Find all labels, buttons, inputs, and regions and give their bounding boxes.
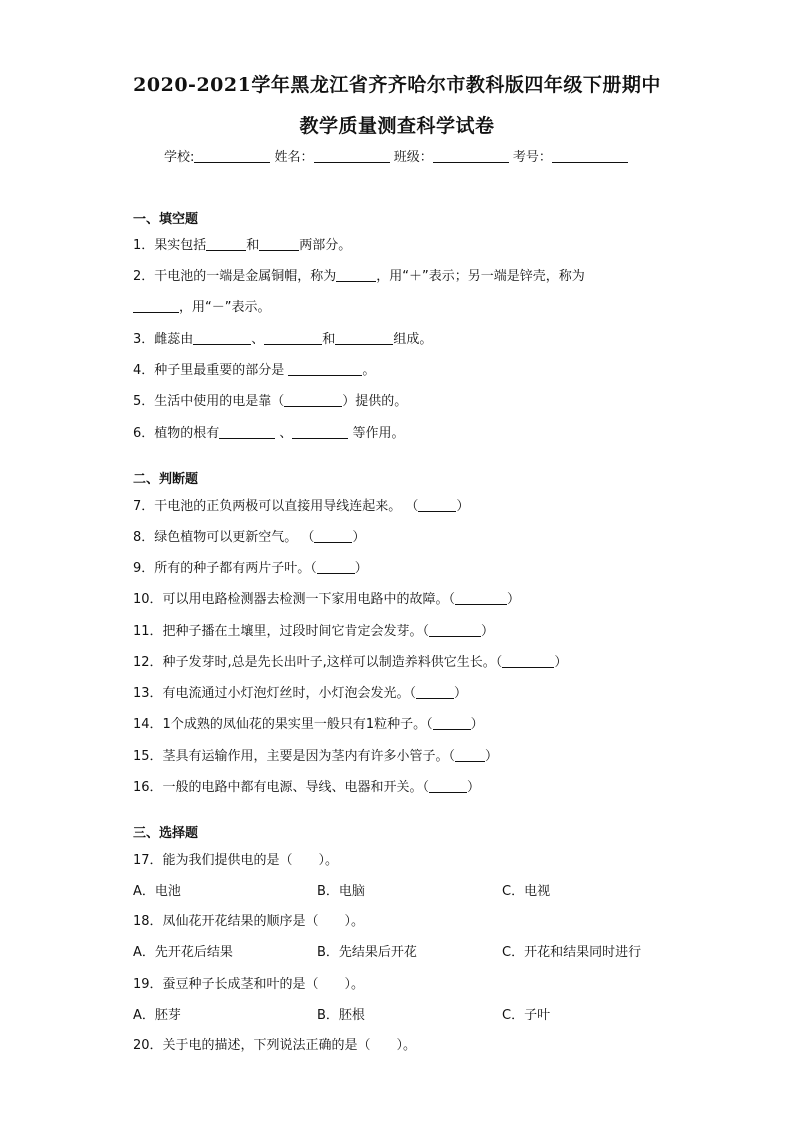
option-19b: B．胚根 bbox=[317, 1008, 365, 1023]
class-blank bbox=[433, 150, 509, 163]
bracket-close: ） bbox=[554, 655, 568, 670]
question-2 bbox=[133, 265, 585, 284]
option-17c: C．电视 bbox=[502, 884, 551, 899]
question-text: 两部分。 bbox=[299, 238, 352, 253]
question-8 bbox=[133, 526, 365, 545]
answer-blank bbox=[336, 269, 376, 282]
question-text: 和 bbox=[246, 238, 260, 253]
question-1 bbox=[133, 234, 351, 253]
question-9 bbox=[133, 557, 368, 576]
option-18c: C．开花和结果同时进行 bbox=[502, 945, 642, 960]
question-17: 17．能为我们提供电的是（ ）。 bbox=[133, 853, 339, 868]
question-text: 16．一般的电路中都有电源、导线、电器和开关。（ bbox=[133, 780, 430, 795]
section-heading-fill: 一、填空题 bbox=[133, 212, 199, 227]
answer-blank bbox=[433, 717, 471, 730]
question-text: 组成。 bbox=[393, 332, 433, 347]
exam-title-line2: 教学质量测查科学试卷 bbox=[299, 115, 495, 137]
question-text: 。 bbox=[362, 363, 376, 378]
answer-blank bbox=[455, 749, 485, 762]
question-text: 10．可以用电路检测器去检测一下家用电路中的故障。（ bbox=[133, 592, 456, 607]
bracket-close: ） bbox=[481, 624, 495, 639]
answer-blank bbox=[502, 655, 554, 668]
question-3 bbox=[133, 328, 432, 347]
bracket-close: ） bbox=[507, 592, 521, 607]
bracket-close: ） bbox=[470, 717, 484, 732]
school-label: 学校: bbox=[164, 150, 195, 165]
question-15 bbox=[133, 745, 498, 764]
answer-blank bbox=[193, 332, 251, 345]
option-19c: C．子叶 bbox=[502, 1008, 551, 1023]
question-6 bbox=[133, 422, 405, 441]
exam-title-line1: 2020-2021学年黑龙江省齐齐哈尔市教科版四年级下册期中 bbox=[133, 74, 661, 96]
question-text: 2．干电池的一端是金属铜帽，称为 bbox=[133, 269, 337, 284]
section-heading-choice: 三、选择题 bbox=[133, 826, 199, 841]
section-heading-judge: 二、判断题 bbox=[133, 472, 199, 487]
student-info-line bbox=[164, 146, 628, 165]
answer-blank bbox=[292, 426, 348, 439]
question-text: 、 bbox=[275, 426, 293, 441]
question-text: 等作用。 bbox=[348, 426, 405, 441]
question-13 bbox=[133, 682, 467, 701]
question-5 bbox=[133, 390, 407, 409]
question-14 bbox=[133, 713, 484, 732]
question-text: 12．种子发芽时,总是先长出叶子,这样可以制造养料供它生长。（ bbox=[133, 655, 503, 670]
question-text: 4．种子里最重要的部分是 bbox=[133, 363, 289, 378]
question-text: 9．所有的种子都有两片子叶。（ bbox=[133, 561, 317, 576]
question-20: 20．关于电的描述，下列说法正确的是（ ）。 bbox=[133, 1038, 417, 1053]
answer-blank bbox=[429, 780, 467, 793]
option-18b: B．先结果后开花 bbox=[317, 945, 417, 960]
question-4 bbox=[133, 359, 375, 378]
bracket-close: ） bbox=[485, 749, 499, 764]
answer-blank bbox=[133, 300, 179, 313]
answer-blank bbox=[206, 238, 246, 251]
answer-blank bbox=[288, 363, 362, 376]
question-text: 1．果实包括 bbox=[133, 238, 207, 253]
question-text: 15．茎具有运输作用，主要是因为茎内有许多小管子。（ bbox=[133, 749, 456, 764]
answer-blank bbox=[317, 561, 355, 574]
option-18a: A．先开花后结果 bbox=[133, 945, 233, 960]
question-11 bbox=[133, 620, 494, 639]
question-text: 13．有电流通过小灯泡灯丝时，小灯泡会发光。（ bbox=[133, 686, 417, 701]
bracket-close: ） bbox=[352, 530, 366, 545]
option-17a: A．电池 bbox=[133, 884, 181, 899]
question-text: 6．植物的根有 bbox=[133, 426, 220, 441]
bracket-close: ） bbox=[467, 780, 481, 795]
name-blank bbox=[314, 150, 390, 163]
answer-blank bbox=[455, 592, 507, 605]
answer-blank bbox=[259, 238, 299, 251]
question-text: 14．1个成熟的凤仙花的果实里一般只有1粒种子。（ bbox=[133, 717, 433, 732]
question-text: ，用“＋”表示；另一端是锌壳，称为 bbox=[376, 269, 585, 284]
question-7 bbox=[133, 495, 469, 514]
question-16 bbox=[133, 776, 480, 795]
question-10 bbox=[133, 588, 520, 607]
question-text: 8．绿色植物可以更新空气。 （ bbox=[133, 530, 315, 545]
question-2-cont bbox=[133, 296, 270, 315]
option-19a: A．胚芽 bbox=[133, 1008, 181, 1023]
number-blank bbox=[552, 150, 628, 163]
number-label: 考号： bbox=[512, 150, 552, 165]
answer-blank bbox=[284, 394, 342, 407]
question-text: 、 bbox=[251, 332, 265, 347]
answer-blank bbox=[429, 624, 481, 637]
question-text: 11．把种子播在土壤里，过段时间它肯定会发芽。（ bbox=[133, 624, 430, 639]
bracket-close: ） bbox=[456, 499, 470, 514]
bracket-close: ） bbox=[454, 686, 468, 701]
question-text: 3．雌蕊由 bbox=[133, 332, 194, 347]
answer-blank bbox=[335, 332, 393, 345]
class-label: 班级： bbox=[393, 150, 433, 165]
question-text: ，用“－”表示。 bbox=[179, 300, 271, 315]
answer-blank bbox=[418, 499, 456, 512]
question-19: 19．蚕豆种子长成茎和叶的是（ ）。 bbox=[133, 977, 365, 992]
question-text: 7．干电池的正负两极可以直接用导线连起来。 （ bbox=[133, 499, 419, 514]
name-label: 姓名： bbox=[274, 150, 314, 165]
bracket-close: ） bbox=[354, 561, 368, 576]
question-text: 5．生活中使用的电是靠（ bbox=[133, 394, 285, 409]
question-12 bbox=[133, 651, 567, 670]
answer-blank bbox=[314, 530, 352, 543]
question-text: ）提供的。 bbox=[342, 394, 408, 409]
question-18: 18．凤仙花开花结果的顺序是（ ）。 bbox=[133, 914, 365, 929]
answer-blank bbox=[219, 426, 275, 439]
school-blank bbox=[194, 150, 270, 163]
answer-blank bbox=[264, 332, 322, 345]
option-17b: B．电脑 bbox=[317, 884, 365, 899]
answer-blank bbox=[416, 686, 454, 699]
question-text: 和 bbox=[322, 332, 336, 347]
